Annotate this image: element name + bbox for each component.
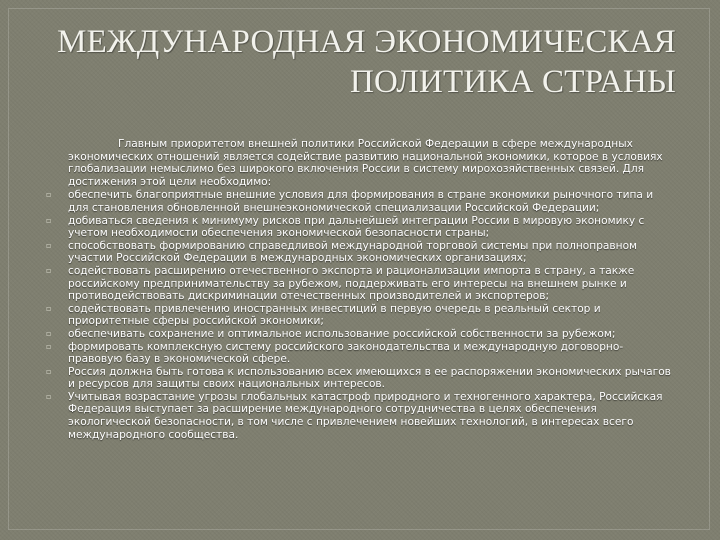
list-item bbox=[44, 328, 674, 341]
title-line-1: МЕЖДУНАРОДНАЯ ЭКОНОМИЧЕСКАЯ bbox=[57, 24, 676, 60]
list-item-text: содействовать расширению отечественного экспорта и рационализации импорта в страну, а также российскому предпринимательству за рубежом, поддерживать его интересы на внешнем рынке и противодействовать дискриминации отечественных производителей и экспортеров; bbox=[68, 264, 635, 303]
bullet-icon: ▫ bbox=[46, 328, 52, 338]
slide-body bbox=[44, 138, 674, 441]
list-item-text: обеспечить благоприятные внешние условия для формирования в стране экономики рыночного типа и для становления обновленной внешнеэкономической специализации Российской Федерации; bbox=[68, 189, 654, 214]
list-item bbox=[44, 341, 674, 366]
bullet-icon: ▫ bbox=[46, 366, 52, 376]
list-item-text: Учитывая возрастание угрозы глобальных катастроф природного и техногенного характера, Российская Федерация выступает за расширение международного сотрудничества в целях обеспечения экологической безопасности, в том числе с привлечением новейших технологий, в интересах всего международного сообщества. bbox=[68, 390, 663, 441]
list-item-text: формировать комплексную систему российского законодательства и международную договорно-правовую базу в экономической сфере. bbox=[68, 340, 624, 366]
bullet-icon: ▫ bbox=[46, 215, 52, 225]
list-item bbox=[44, 265, 674, 303]
list-item-text: добиваться сведения к минимуму рисков при дальнейшей интеграции России в мировую экономику с учетом необходимости обеспечения экономической безопасности страны; bbox=[68, 214, 645, 240]
list-item bbox=[44, 391, 674, 441]
bullet-icon: ▫ bbox=[46, 391, 52, 401]
bullet-icon: ▫ bbox=[46, 190, 52, 200]
intro-paragraph: Главным приоритетом внешней политики Российской Федерации в сфере международных экономических отношений является содействие развитию национальной экономики, которое в условиях глобализации немыслимо без широкого включения России в систему мирохозяйственных связей. Для достижения этой цели необходимо: bbox=[68, 138, 663, 188]
list-item bbox=[44, 240, 674, 265]
bullet-icon: ▫ bbox=[46, 240, 52, 250]
list-item-text: способствовать формированию справедливой международной торговой системы при полноправном участии Российской Федерации в международных экономических организациях; bbox=[68, 239, 638, 265]
list-item bbox=[44, 366, 674, 391]
bullet-icon: ▫ bbox=[46, 265, 52, 275]
list-item-text: обеспечивать сохранение и оптимальное использование российской собственности за рубежом; bbox=[68, 327, 616, 340]
list-item-text: Россия должна быть готова к использованию всех имеющихся в ее распоряжении экономических рычагов и ресурсов для защиты своих национальных интересов. bbox=[68, 365, 671, 391]
list-item bbox=[44, 215, 674, 240]
list-item-text: содействовать привлечению иностранных инвестиций в первую очередь в реальный сектор и приоритетные сферы российской экономики; bbox=[68, 302, 601, 328]
list-item bbox=[44, 189, 674, 214]
bullet-icon: ▫ bbox=[46, 341, 52, 351]
bullet-icon: ▫ bbox=[46, 303, 52, 313]
list-item bbox=[44, 303, 674, 328]
title-line-2: ПОЛИТИКА СТРАНЫ bbox=[349, 64, 676, 100]
slide-title bbox=[36, 22, 676, 102]
